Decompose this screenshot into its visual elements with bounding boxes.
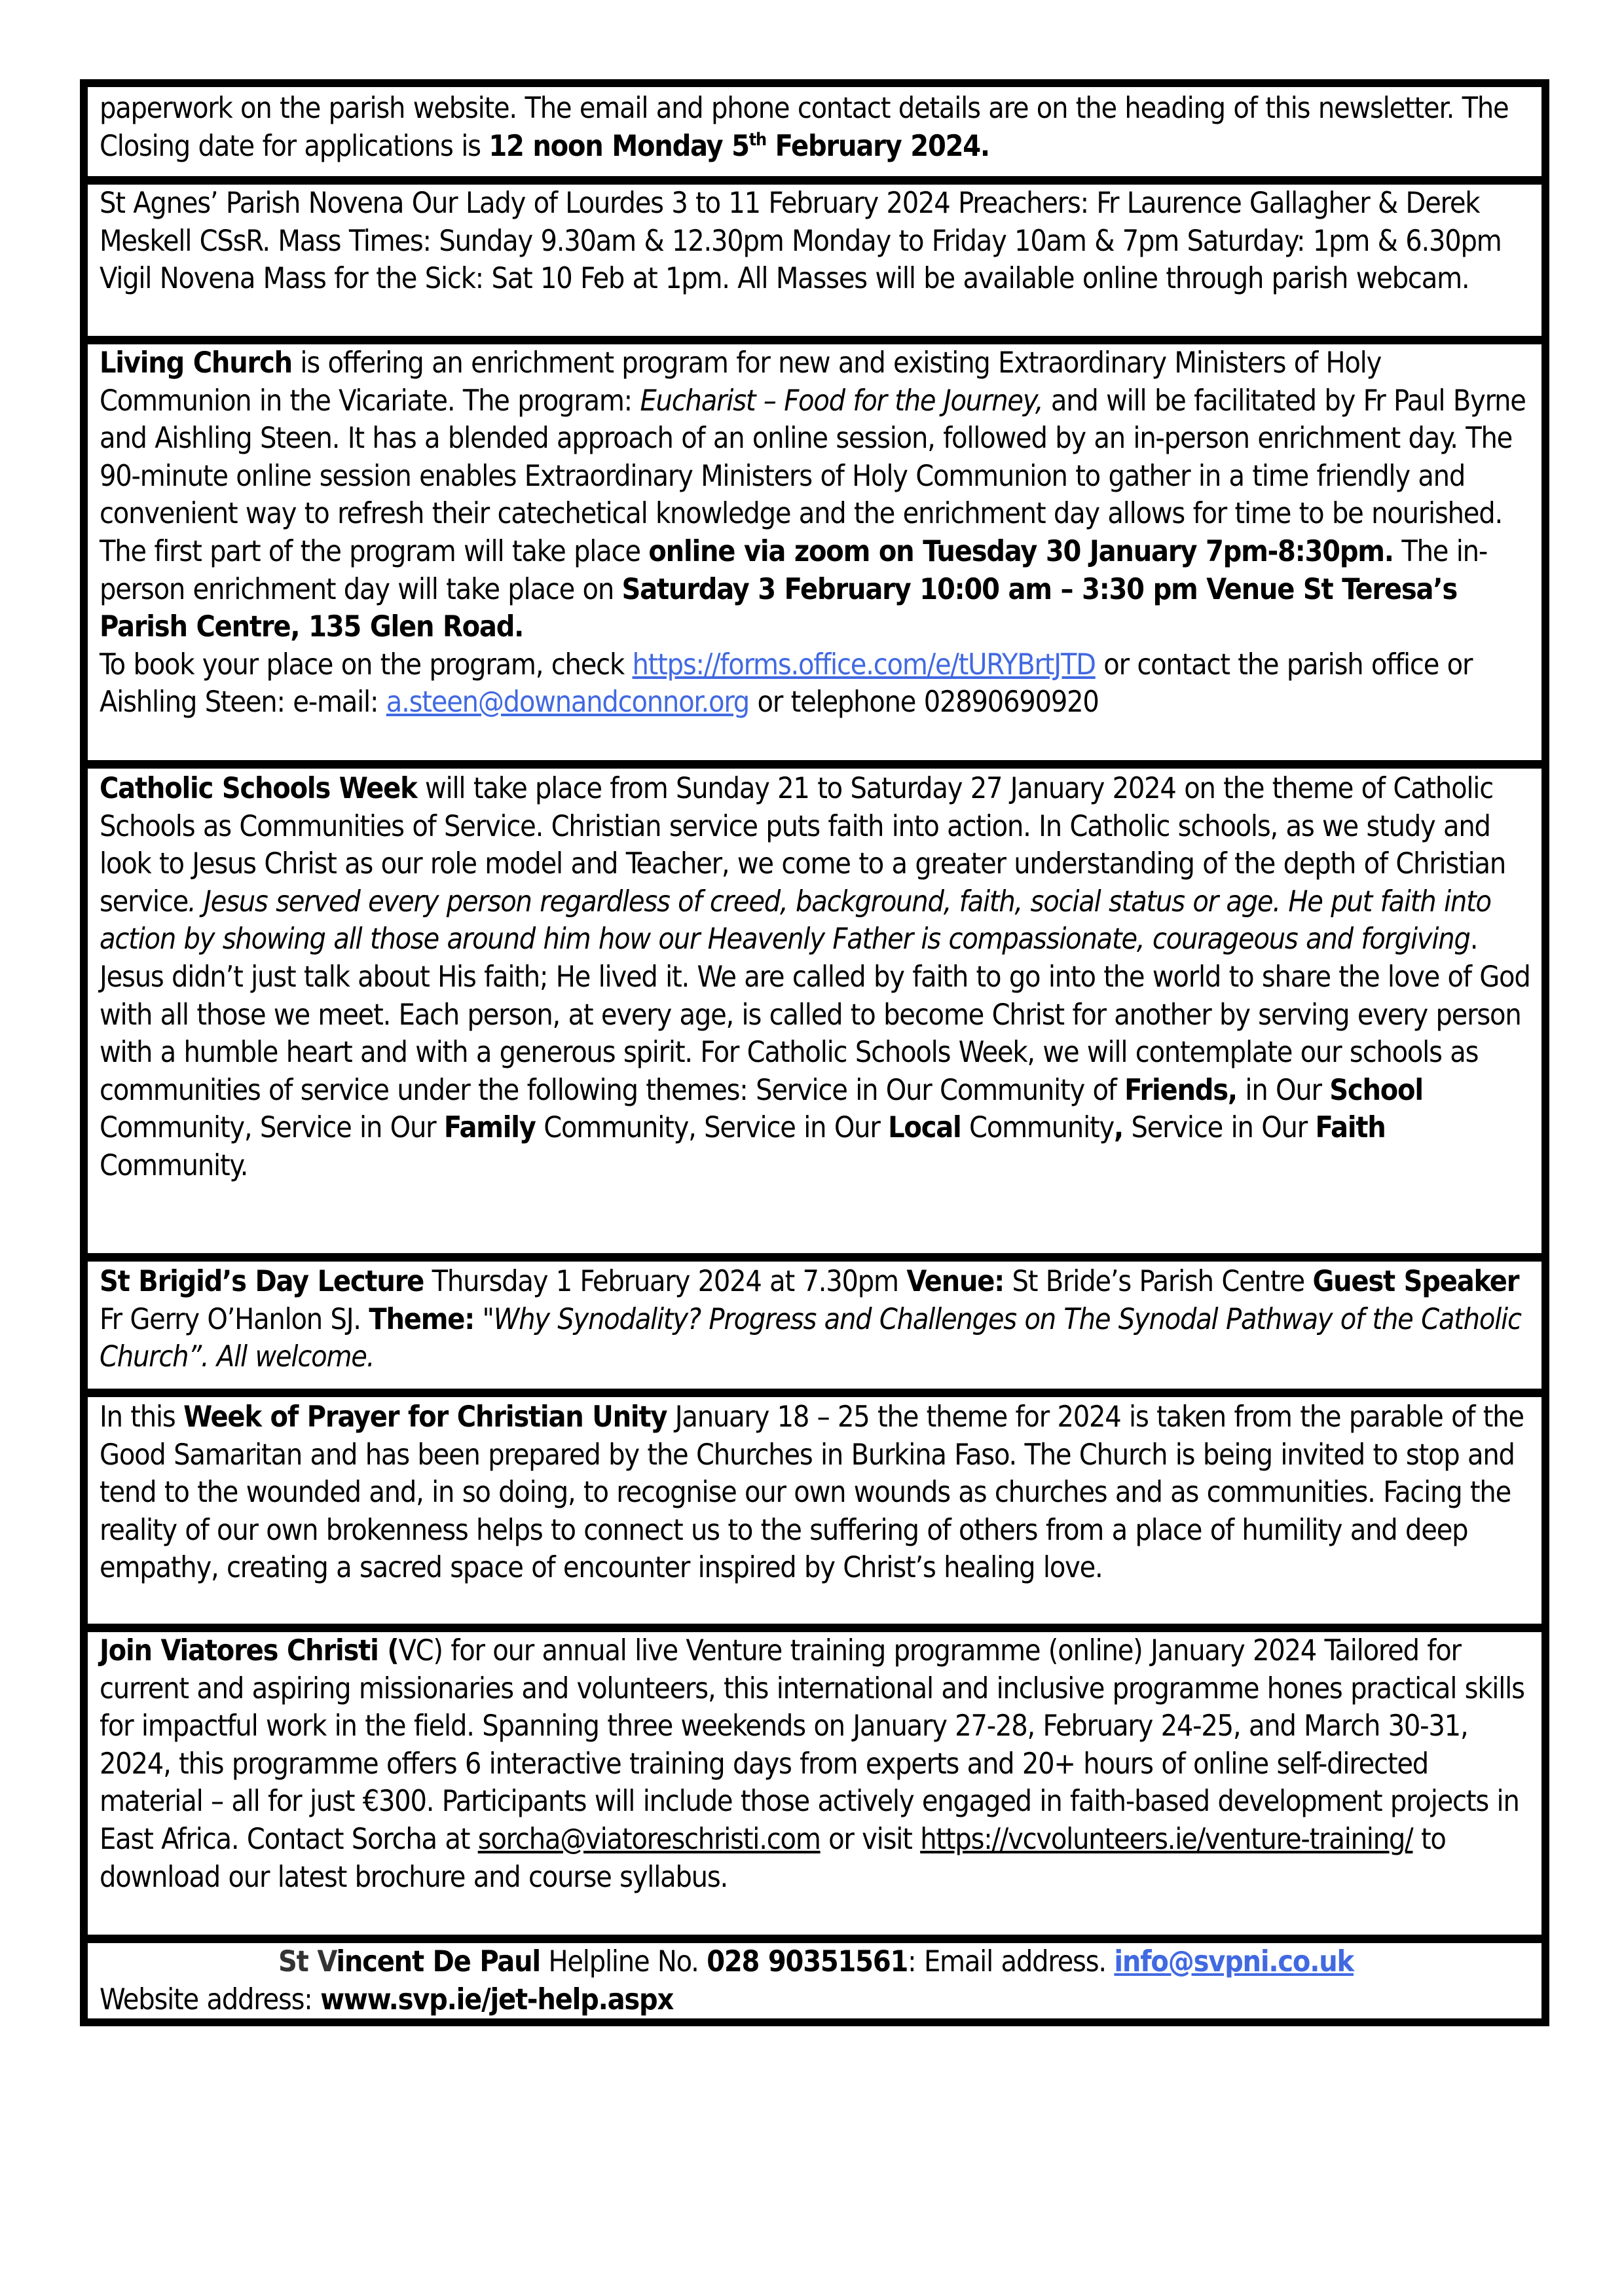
body-text: Community. (100, 1148, 248, 1182)
closing-date-bold-end: February 2024. (766, 129, 989, 163)
speaker-text: Fr Gerry O’Hanlon SJ. (100, 1302, 369, 1336)
venue-text: St Bride’s Parish Centre (1004, 1265, 1313, 1298)
website-line (100, 1981, 1532, 2018)
body-text: or visit (820, 1822, 921, 1856)
notice-text (100, 344, 1532, 646)
newsletter-page (80, 79, 1549, 2026)
theme-label: Theme: (369, 1302, 475, 1336)
notice-text: St Agnes’ Parish Novena Our Lady of Lourdes 3 to 11 February 2024 Preachers: Fr Laurence Gallagher & Derek Meskell CSsR. Mass Times: Sunday 9.30am & 12.30pm Monday to Friday 10am & 7pm Saturday: 1pm & 6.30pm Vigil Novena Mass for the Sick: Sat 10 Feb at 1pm. All Masses will be available online through parish webcam. (100, 187, 1502, 296)
body-text: Community (961, 1111, 1114, 1145)
body-text: is offering an enrichment program for new and existing Extraordinary Ministers of Holy Communion in the Vicariate. The program: (100, 346, 1382, 418)
svp-email-link[interactable]: info@svpni.co.uk (1114, 1945, 1354, 1978)
ordinal-superscript: th (748, 129, 766, 150)
notice-catholic-schools-week (88, 760, 1541, 1253)
notice-heading: Week of Prayer for Christian Unity (183, 1400, 667, 1434)
bold-comma: , (1113, 1111, 1123, 1145)
body-text: and will be facilitated by Fr Paul Byrne and Aishling Steen. It has a blended approach of an online session, followed by an in-person enrichment day. The 90-minute online session enables Extraordinary Ministers of Holy Communion to gather in a time friendly and convenient way to refresh their catechetical knowledge and the enrichment day allows for time to be nourished. The first part of the program will take place (100, 384, 1526, 568)
booking-form-link[interactable]: https://forms.office.com/e/tURYBrtJTD (632, 647, 1096, 682)
body-text: Community, Service in Our (100, 1111, 444, 1145)
body-text: paperwork on the parish website. The email and phone contact details are on the heading of this newsletter. The Closing date for applications is (100, 92, 1509, 163)
body-text: To book your place on the program, check (100, 647, 633, 682)
notice-svp-helpline (88, 1935, 1541, 2018)
notice-text (100, 1398, 1532, 1587)
body-text: to download our latest brochure and course syllabus. (100, 1822, 1446, 1894)
notice-viatores-christi (88, 1624, 1541, 1935)
notice-text (100, 90, 1532, 165)
theme-local: Local (888, 1111, 961, 1145)
body-text: Thursday 1 February 2024 at 7.30pm (424, 1265, 907, 1298)
venture-training-link[interactable]: https://vcvolunteers.ie/venture-training/ (920, 1822, 1413, 1856)
body-text: Community, Service in Our (535, 1111, 889, 1145)
booking-text (100, 646, 1532, 721)
svp-name-start: St V (278, 1945, 337, 1978)
sorcha-email-link[interactable]: sorcha@viatoreschristi.com (477, 1822, 821, 1856)
telephone-text: or telephone 0289069092​0 (749, 685, 1099, 720)
body-text: or contact the parish office or Aishling Steen: e-mail: (100, 647, 1473, 720)
notice-st-brigids-lecture (88, 1253, 1541, 1389)
email-label: : Email address. (908, 1945, 1115, 1978)
theme-faith: Faith (1315, 1111, 1386, 1145)
guest-speaker-label: Guest Speaker (1312, 1265, 1519, 1298)
svp-name: incent De Paul (336, 1945, 540, 1978)
notice-text (100, 770, 1532, 1185)
notice-text (100, 1263, 1532, 1376)
theme-friends: Friends, (1124, 1073, 1237, 1107)
svp-website: www.svp.ie/jet-help.aspx (320, 1982, 674, 2016)
venue-label: Venue: (906, 1265, 1005, 1298)
spacer-text (474, 1303, 483, 1336)
body-text: In this (100, 1400, 184, 1434)
notice-heading: Join Viatores Christi ( (100, 1634, 399, 1667)
lecture-theme: "Why Synodality? Progress and Challenges on The Synodal Pathway of the Catholic Church”. All welcome. (100, 1302, 1521, 1374)
notice-week-of-prayer (88, 1389, 1541, 1624)
body-text: in Our (1236, 1073, 1330, 1107)
helpline-number: 028 90351561 (707, 1945, 908, 1978)
closing-date-bold: 12 noon Monday 5 (489, 129, 749, 163)
body-text: VC) for our annual live Venture training programme (online) January 2024 Tailored for current and aspiring missionaries and volunteers, this international and inclusive programme hones practical skills for impactful work in the field. Spanning three weekends on January 27-28, February 24-25, and March 30-31, 2024, this programme offers 6 interactive training days from experts and 20+ hours of online self-directed material – all for just €300. Participants will include those actively engaged in faith-based development projects in East Africa. Contact Sorcha at (100, 1634, 1524, 1856)
website-label: Website address: (100, 1982, 321, 2016)
body-text: January 18 – 25 the theme for 2024 is taken from the parable of the Good Samaritan and has been prepared by the Churches in Burkina Faso. The Church is being invited to stop and tend to the wounded and, in so doing, to recognise our own wounds as churches and as communities. Facing the reality of our own brokenness helps to connect us to the suffering of others from a place of humility and deep empathy, creating a sacred space of encounter inspired by Christ’s healing love. (100, 1400, 1524, 1585)
theme-school: School (1329, 1073, 1423, 1107)
theme-family: Family (443, 1111, 536, 1145)
italic-quote: . Jesus served every person regardless of creed, background, faith, social status or age. He put faith into action by showing all those around him how our Heavenly Father is compassionate, courageous and forgiving (100, 884, 1491, 957)
notice-heading: Living Church (100, 346, 292, 380)
online-session-details: online via zoom on Tuesday 30 January 7pm-8:30pm. (648, 534, 1393, 568)
notice-text (100, 1632, 1532, 1896)
body-text: Service in Our (1123, 1111, 1316, 1145)
body-text: The in-person enrichment day will take place on (100, 534, 1488, 606)
body-text: will take place from Sunday 21 to Saturday 27 January 2024 on the theme of Catholic Schools as Communities of Service. Christian service puts faith into action. In Catholic schools, as we study and look to Jesus Christ as our role model and Teacher, we come to a greater understanding of the depth of Christian service (100, 772, 1506, 919)
helpline-line (100, 1943, 1532, 1981)
helpline-label: Helpline No. (540, 1945, 707, 1978)
notice-st-agnes-novena (88, 176, 1541, 336)
notice-living-church (88, 336, 1541, 760)
aishling-email-link[interactable]: a.steen@downandconnor.org (386, 685, 750, 720)
body-text: . Jesus didn’t just talk about His faith; He lived it. We are called by faith to go into the world to share the love of God with all those we meet. Each person, at every age, is called to become Christ for another by serving every person with a humble heart and with a generous spirit. For Catholic Schools Week, we will contemplate our schools as communities of service under the following themes: Service in Our Community of (100, 922, 1530, 1107)
enrichment-day-details: Saturday 3 February 10:00 am – 3:30 pm Venue St Teresa’s Parish Centre, 135 Glen Road. (100, 572, 1457, 644)
notice-heading: St Brigid’s Day Lecture (100, 1265, 424, 1298)
notice-heading: Catholic Schools Week (100, 772, 417, 805)
program-title: Eucharist – Food for the Journey, (640, 384, 1043, 418)
notice-application-closing (88, 87, 1541, 176)
